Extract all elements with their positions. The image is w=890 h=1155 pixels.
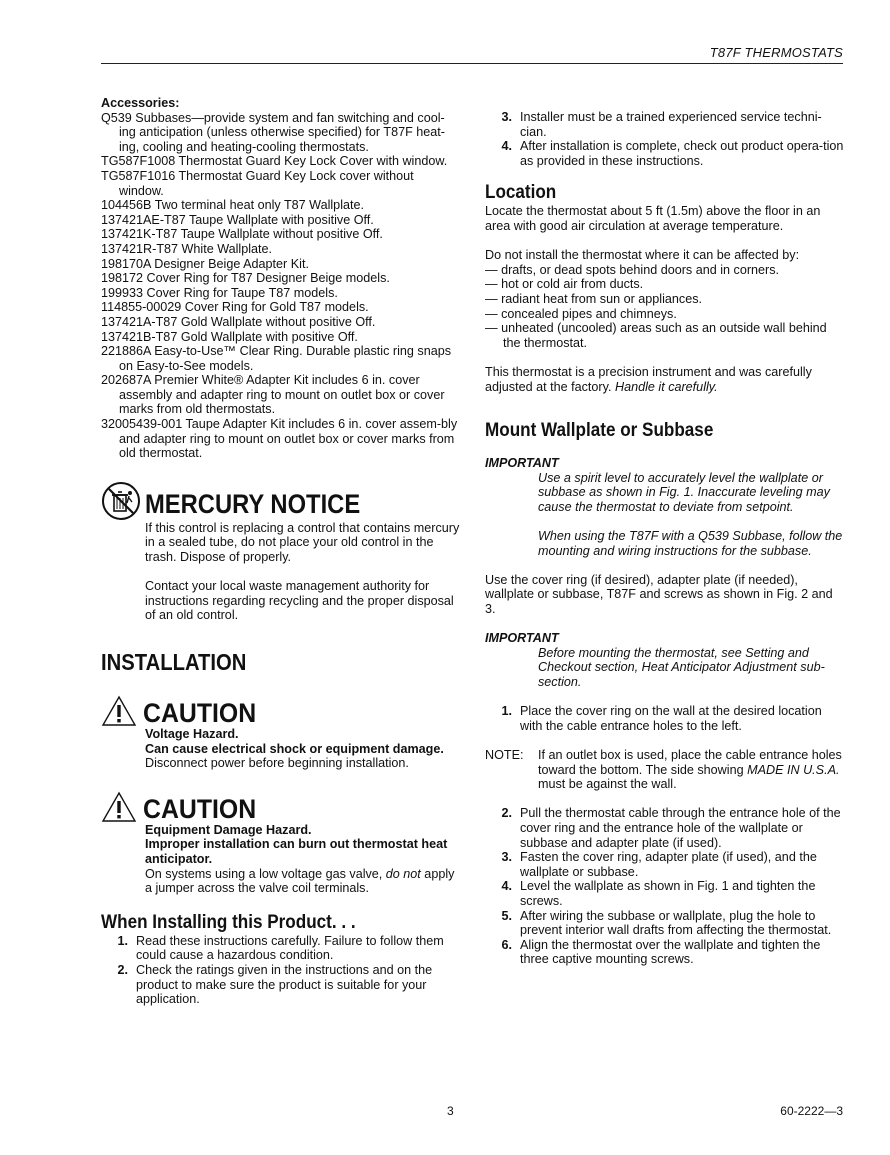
list-item: 2. Pull the thermostat cable through the entrance hole of the cover ring and the entrance hole of the wallplate or subbase and adapter plate (if used). [501, 806, 841, 850]
when-installing-list [101, 934, 461, 1007]
mercury-para-1: If this control is replacing a control that contains mercury in a sealed tube, do not place your old control in the trash. Dispose of properly. [145, 520, 460, 565]
accessory-item: 137421A-T87 Gold Wallplate without positive Off. [101, 314, 376, 329]
running-header: T87F THERMOSTATS [709, 45, 843, 60]
caution-2-title: CAUTION [143, 793, 257, 824]
location-para-3: This thermostat is a precision instrument and was carefully adjusted at the factory. Handle it carefully. [485, 364, 812, 394]
important-note-1a: Use a spirit level to accurately level the wallplate or subbase as shown in Fig. 1. Inaccurate leveling may cause the thermostat to deviate from setpoint. [538, 470, 830, 514]
list-item: 3. Installer must be a trained experienced service techni-cian. [501, 110, 822, 139]
list-item: 6. Align the thermostat over the wallplate and tighten the three captive mounting screws. [501, 937, 821, 967]
list-item: — hot or cold air from ducts. [485, 277, 644, 292]
header-rule [101, 63, 843, 64]
location-heading: Location [485, 182, 557, 204]
mercury-notice-title: MERCURY NOTICE [145, 488, 361, 519]
caution-2-header [101, 791, 461, 823]
accessories-title: Accessories: [101, 96, 180, 110]
accessory-item: 198172 Cover Ring for T87 Designer Beige models. [101, 271, 390, 286]
list-item: 1. Place the cover ring on the wall at the desired location with the cable entrance holes to the left. [501, 704, 822, 733]
accessory-item: 198170A Designer Beige Adapter Kit. [101, 256, 309, 271]
right-column [485, 110, 845, 967]
accessory-item: TG587F1008 Thermostat Guard Key Lock Cover with window. [101, 154, 448, 169]
important-label: IMPORTANT [485, 631, 559, 646]
caution-2-instruction: On systems using a low voltage gas valve, do not apply a jumper across the valve coil terminals. [145, 866, 455, 896]
accessory-item: 32005439-001 Taupe Adapter Kit includes 6 in. cover assem-bly and adapter ring to mount on outlet box or cover marks from old thermostat. [101, 417, 458, 461]
list-item: — drafts, or dead spots behind doors and in corners. [485, 262, 780, 277]
important-label: IMPORTANT [485, 456, 559, 471]
list-item: — unheated (uncooled) areas such as an outside wall behind the thermostat. [485, 321, 827, 350]
when-installing-heading: When Installing this Product. . . [101, 911, 356, 933]
important-note-1b: When using the T87F with a Q539 Subbase, follow the mounting and wiring instructions for the subbase. [538, 529, 843, 558]
mercury-disposal-icon [101, 481, 141, 521]
location-conditions-list [485, 263, 845, 351]
accessory-item: 202687A Premier White® Adapter Kit includes 6 in. cover assembly and adapter ring to mount on outlet box or cover marks from old thermostats. [101, 373, 445, 417]
installation-heading: INSTALLATION [101, 649, 247, 675]
list-item: 2. Check the ratings given in the instructions and on the product to make sure the product is suitable for your application. [117, 962, 433, 1007]
warning-triangle-icon [101, 791, 137, 823]
location-para-1: Locate the thermostat about 5 ft (1.5m) above the floor in an area with good air circulation at average temperature. [485, 204, 821, 233]
location-para-2: Do not install the thermostat where it can be affected by: [485, 248, 800, 263]
caution-1-hazard: Voltage Hazard. [145, 727, 239, 741]
list-item: 4. After installation is complete, check out product opera-tion as provided in these instructions. [501, 139, 844, 168]
caution-1-instruction: Disconnect power before beginning installation. [145, 756, 409, 771]
accessory-item: 221886A Easy-to-Use™ Clear Ring. Durable plastic ring snaps on Easy-to-See models. [101, 344, 451, 373]
accessory-item: 137421AE-T87 Taupe Wallplate with positive Off. [101, 212, 374, 227]
mount-para-1: Use the cover ring (if desired), adapter plate (if needed), wallplate or subbase, T87F and screws as shown in Fig. 2 and 3. [485, 572, 833, 617]
document-code: 60-2222—3 [780, 1104, 843, 1118]
mount-note: NOTE: If an outlet box is used, place the cable entrance holes toward the bottom. The side showing MADE IN U.S.A. must be against the wall. [485, 747, 842, 792]
accessory-item: 199933 Cover Ring for Taupe T87 models. [101, 285, 338, 300]
important-note-2: Before mounting the thermostat, see Setting and Checkout section, Heat Anticipator Adjustment sub-section. [538, 645, 825, 689]
warning-triangle-icon [101, 695, 137, 727]
accessory-item: 137421B-T87 Gold Wallplate with positive Off. [101, 329, 358, 344]
mercury-notice-header [101, 479, 461, 521]
caution-1-header [101, 695, 461, 727]
list-item: 4. Level the wallplate as shown in Fig. 1 and tighten the screws. [501, 879, 816, 908]
list-item: 5. After wiring the subbase or wallplate, plug the hole to prevent interior wall drafts from affecting the thermostat. [501, 908, 832, 938]
accessory-item: 104456B Two terminal heat only T87 Wallplate. [101, 198, 364, 213]
mercury-para-2: Contact your local waste management authority for instructions regarding recycling and the proper disposal of an old control. [145, 579, 454, 623]
accessory-item: 137421K-T87 Taupe Wallplate without positive Off. [101, 227, 383, 242]
accessory-item: 114855-00029 Cover Ring for Gold T87 models. [101, 300, 369, 315]
caution-2-consequence: Improper installation can burn out thermostat heat anticipator. [145, 837, 448, 866]
accessory-item: TG587F1016 Thermostat Guard Key Lock cover without window. [101, 168, 414, 198]
accessories-list [101, 111, 461, 461]
left-column [101, 96, 461, 1007]
when-installing-list-continued [485, 110, 845, 168]
mount-heading: Mount Wallplate or Subbase [485, 420, 714, 442]
accessory-item: Q539 Subbases—provide system and fan switching and cool-ing anticipation (unless otherwise specified) for T87F heat-ing, cooling and heating-cooling thermostats. [101, 110, 445, 154]
accessory-item: 137421R-T87 White Wallplate. [101, 241, 273, 256]
caution-2-hazard: Equipment Damage Hazard. [145, 822, 312, 837]
mount-steps-list [485, 806, 845, 967]
list-item: 1. Read these instructions carefully. Failure to follow them could cause a hazardous condition. [117, 933, 444, 963]
list-item: — concealed pipes and chimneys. [485, 306, 677, 321]
list-item: 3. Fasten the cover ring, adapter plate (if used), and the wallplate or subbase. [501, 850, 817, 879]
mount-step-1 [485, 704, 845, 733]
list-item: — radiant heat from sun or appliances. [485, 291, 703, 306]
caution-1-title: CAUTION [143, 698, 257, 728]
caution-1-consequence: Can cause electrical shock or equipment damage. [145, 741, 444, 756]
page-number: 3 [447, 1104, 454, 1118]
